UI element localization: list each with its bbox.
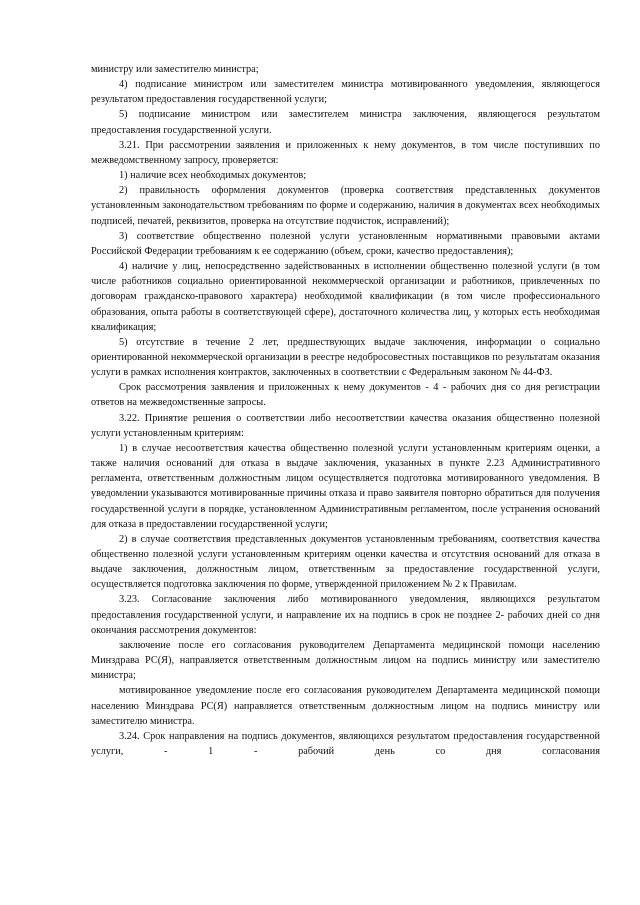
paragraph: 2) в случае соответствия представленных документов установленным требованиям, соответствия качества общественно полезной услуги установленным критериям оценки качества и отсутствия оснований для отказа в выдаче заключения, должностным лицом, ответственным за предоставление государственной услуги, осуществляется подготовка заключения по форме, утвержденной приложением № 2 к Правилам. (91, 533, 600, 591)
paragraph: 3.23. Согласование заключения либо мотивированного уведомления, являющихся результатом предоставления государственной услуги, и направление их на подпись в срок не позднее 2- рабочих дней со дня окончания рассмотрения документов: (91, 594, 600, 636)
paragraph: 1) в случае несоответствия качества общественно полезной услуги установленным критериям оценки, а также наличия оснований для отказа в выдаче заключения, указанных в пункте 2.23 Административного регламента, ответственным должностным лицом осуществляется подготовка мотивированного уведомления. В уведомлении указываются мотивированные причины отказа и право заявителя повторно обратиться для получения государственной услуги в порядке, установленном Административным регламентом, после устранения оснований для отказа в предоставлении государственной услуги; (91, 442, 600, 530)
paragraph: 5) отсутствие в течение 2 лет, предшествующих выдаче заключения, информации о социально ориентированной некоммерческой организации в реестре недобросовестных поставщиков по результатам оказания услуги в рамках исполнения контрактов, заключенных в соответствии с Федеральным законом № 44-ФЗ. (91, 336, 600, 379)
paragraph: 4) подписание министром или заместителем министра мотивированного уведомления, являющегося результатом предоставления государственной услуги; (91, 79, 600, 106)
paragraph: 4) наличие у лиц, непосредственно задействованных в исполнении общественно полезной услуги (в том числе работников социально ориентированной некоммерческой организации и работников, привлеченных по договорам гражданско-правового характера) необходимой квалификации (в том числе профессионального образования, опыта работы в соответствующей сфере), достаточного количества лиц, у которых есть необходимая квалификация; (91, 261, 600, 333)
paragraph: 5) подписание министром или заместителем министра заключения, являющегося результатом предоставления государственной услуги. (91, 109, 600, 136)
paragraph: министру или заместителю министра; (91, 64, 259, 75)
paragraph: 3.24. Срок направления на подпись документов, являющихся результатом предоставления государственной услуги, - 1 - рабочий день со дня согласования (91, 730, 600, 758)
paragraph: 3.21. При рассмотрении заявления и приложенных к нему документов, в том числе поступивших по межведомственному запросу, проверяется: (91, 139, 600, 166)
paragraph: 2) правильность оформления документов (проверка соответствия представленных документов установленным законодательством требованиям по форме и содержанию, наличия в документах всех необходимых подписей, печатей, реквизитов, проверка на отсутствие подчисток, исправлений); (91, 185, 600, 227)
paragraph: мотивированное уведомление после его согласования руководителем Департамента медицинской помощи населению Минздрава РС(Я) направляется ответственным должностным лицом на подпись министру или заместителю министра. (91, 685, 600, 727)
paragraph: 1) наличие всех необходимых документов; (119, 170, 307, 182)
paragraph: 3) соответствие общественно полезной услуги установленным нормативными правовыми актами Российской Федерации требованиям к ее содержанию (объем, сроки, качество предоставления); (91, 230, 600, 257)
paragraph: 3.22. Принятие решения о соответствии либо несоответствии качества оказания общественно полезной услуги установленным критериям: (91, 412, 600, 439)
paragraph: Срок рассмотрения заявления и приложенных к нему документов - 4 - рабочих дня со дня регистрации ответов на межведомственные запросы. (91, 382, 600, 409)
paragraph: заключение после его согласования руководителем Департамента медицинской помощи населению Минздрава РС(Я), направляется ответственным должностным лицом на подпись министру или заместителю министра; (91, 639, 600, 682)
